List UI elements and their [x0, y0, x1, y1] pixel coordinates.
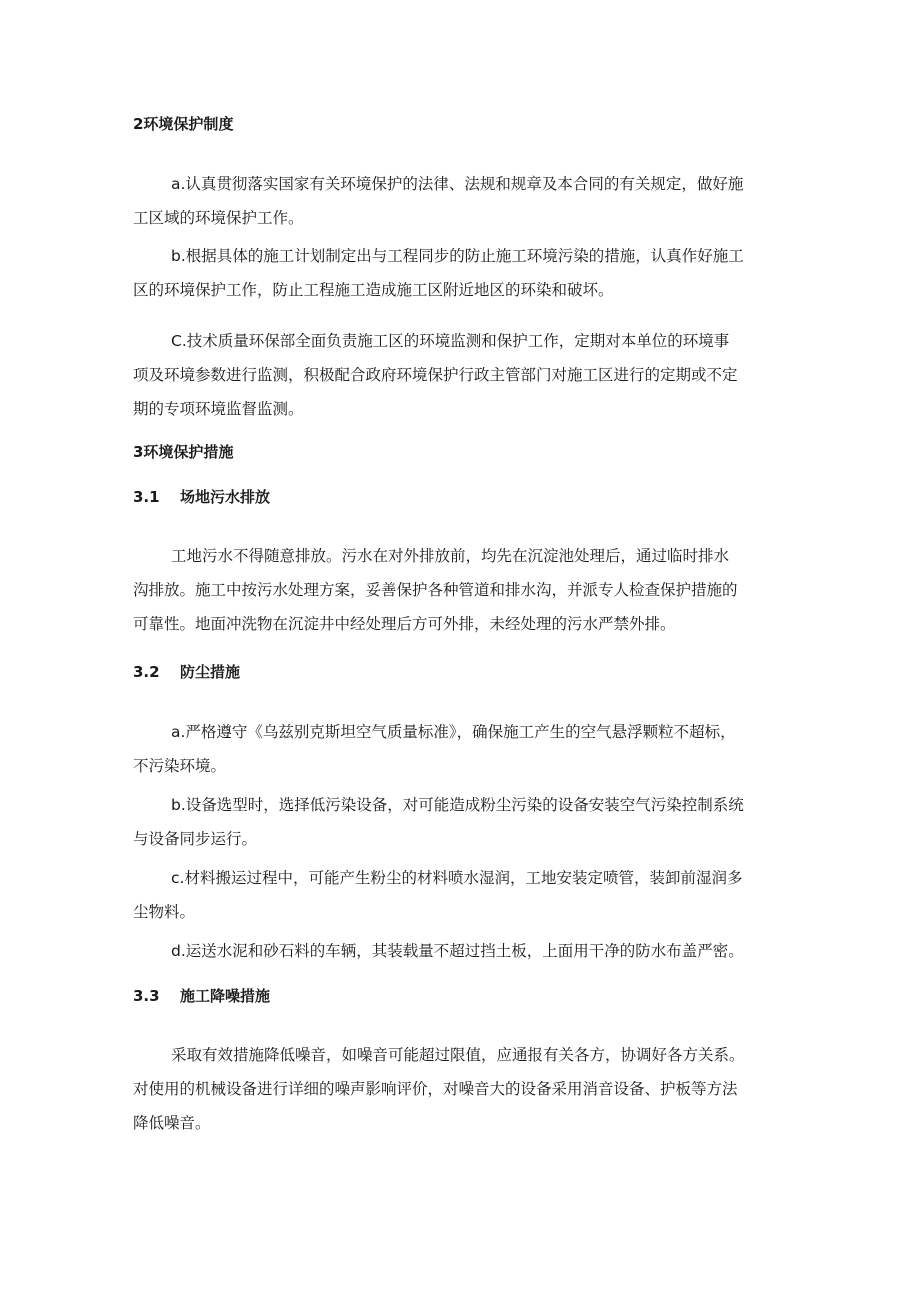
text-line: 与设备同步运行。 [133, 830, 258, 848]
subsection-3-1-body [133, 539, 793, 641]
subsection-3-2-heading [133, 661, 240, 682]
subsection-3-1-heading [133, 486, 270, 507]
section-2-item-b [133, 239, 793, 307]
subsection-title: 场地污水排放 [180, 488, 271, 506]
text-line: d.运送水泥和砂石料的车辆，其装载量不超过挡土板，上面用干净的防水布盖严密。 [171, 942, 744, 960]
section-2-heading: 2环境保护制度 [133, 115, 234, 133]
text-line: 对使用的机械设备进行详细的噪声影响评价，对噪音大的设备采用消音设备、护板等方法 [133, 1080, 738, 1098]
text-line: b.设备选型时，选择低污染设备，对可能造成粉尘污染的设备安装空气污染控制系统 [171, 796, 744, 814]
text-line: 可靠性。地面冲洗物在沉淀井中经处理后方可外排，未经处理的污水严禁外排。 [133, 615, 676, 633]
text-line: 工地污水不得随意排放。污水在对外排放前，均先在沉淀池处理后，通过临时排水 [171, 547, 730, 565]
text-line: b.根据具体的施工计划制定出与工程同步的防止施工环境污染的措施，认真作好施工 [171, 247, 744, 265]
subsection-3-3-heading [133, 985, 270, 1006]
text-line: a.严格遵守《乌兹别克斯坦空气质量标准》，确保施工产生的空气悬浮颗粒不超标， [171, 723, 736, 741]
text-line: 期的专项环境监督监测。 [133, 400, 304, 418]
text-line: 区的环境保护工作，防止工程施工造成施工区附近地区的环染和破坏。 [133, 281, 614, 299]
subsection-3-2-item-c [133, 861, 793, 929]
text-line: 项及环境参数进行监测，积极配合政府环境保护行政主管部门对施工区进行的定期或不定 [133, 366, 738, 384]
text-line: 不污染环境。 [133, 757, 227, 775]
section-2-item-a [133, 167, 793, 235]
text-line: c.材料搬运过程中，可能产生粉尘的材料喷水湿润，工地安装定喷管，装卸前湿润多 [171, 869, 743, 887]
subsection-number: 3.1 [133, 488, 160, 506]
text-line: 采取有效措施降低噪音，如噪音可能超过限值，应通报有关各方，协调好各方关系。 [171, 1046, 745, 1064]
text-line: 工区域的环境保护工作。 [133, 209, 304, 227]
subsection-3-3-body [133, 1038, 793, 1140]
text-line: 降低噪音。 [133, 1114, 211, 1132]
subsection-number: 3.2 [133, 663, 160, 681]
section-2-item-c [133, 324, 793, 426]
subsection-3-2-item-b [133, 788, 793, 856]
subsection-3-2-item-d [133, 934, 793, 968]
section-3-heading: 3环境保护措施 [133, 443, 234, 461]
text-line: 尘物料。 [133, 903, 196, 921]
subsection-title: 防尘措施 [180, 663, 241, 681]
text-line: 沟排放。施工中按污水处理方案，妥善保护各种管道和排水沟，并派专人检查保护措施的 [133, 581, 738, 599]
text-line: a.认真贯彻落实国家有关环境保护的法律、法规和规章及本合同的有关规定，做好施 [171, 175, 744, 193]
subsection-3-2-item-a [133, 715, 793, 783]
text-line: C.技术质量环保部全面负责施工区的环境监测和保护工作，定期对本单位的环境事 [171, 332, 730, 350]
subsection-title: 施工降噪措施 [180, 987, 271, 1005]
subsection-number: 3.3 [133, 987, 160, 1005]
